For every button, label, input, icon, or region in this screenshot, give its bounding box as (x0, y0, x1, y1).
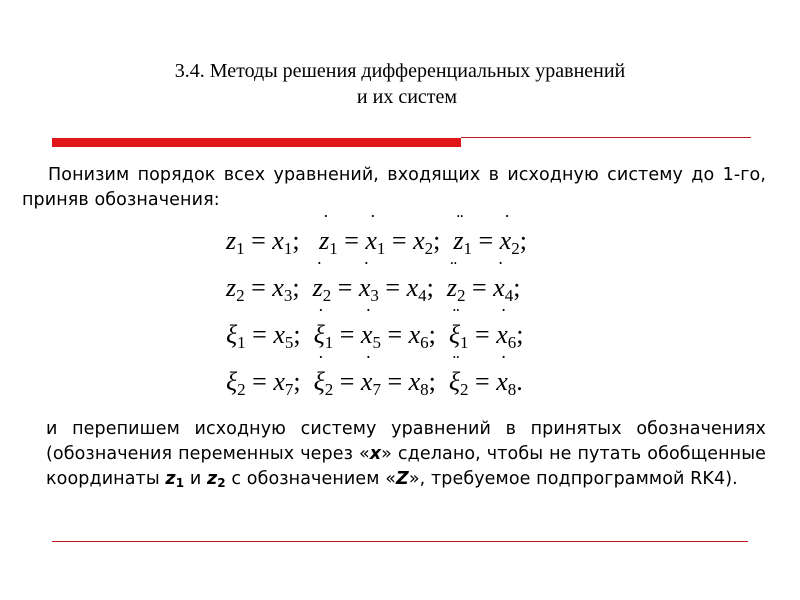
equation-row-1: $z_1 = x_1$; z $˙_1 = x$ $˙_1 = x_2$; z $¨_1 = x$ $˙_2$; (226, 226, 626, 273)
coord-z1 (165, 469, 184, 489)
equation-row-4: $\xi_2 = x_7$; ξ $˙_2 = x$ $˙_7 = x_8$; ξ $¨_2 = x$ $˙_8$. (226, 367, 626, 414)
equation-row-2: $z_2 = x_3$; z $˙_2 = x$ $˙_3 = x_4$; z $¨_2 = x$ $˙_4$; (226, 273, 626, 320)
body-text-2: » сделано, чтобы не путать обобщенные координаты (46, 444, 767, 489)
intro-paragraph: Понизим порядок всех уравнений, входящих в исходную систему до 1-го, приняв обозначения: (22, 165, 766, 210)
body-text-and: и (184, 469, 207, 489)
title-line-2: и их систем (356, 86, 458, 108)
title-line-1: 3.4. Методы решения дифференциальных уравнений (174, 60, 626, 82)
body-text-4: », требуемое подпрограммой RK4). (408, 469, 738, 489)
equation-block (226, 226, 626, 414)
var-x: x (369, 444, 382, 464)
coord-z1-sub: 1 (175, 476, 185, 490)
red-divider-top (461, 137, 751, 138)
coord-z2 (207, 469, 226, 489)
var-Z: Z (396, 469, 409, 489)
coord-z1-letter: z (165, 469, 176, 489)
body-paragraph (46, 417, 766, 492)
slide-title (0, 58, 800, 110)
equation-row-3: $\xi_1 = x_5$; ξ $˙_1 = x$ $˙_5 = x_6$; ξ $¨_1 = x$ $˙_6$; (226, 320, 626, 367)
red-divider-bottom (52, 541, 748, 542)
coord-z2-letter: z (206, 469, 218, 489)
body-text-1: и перепишем исходную систему уравнений в принятых обозначениях (обозначения переменных через « (46, 419, 766, 464)
body-text-3: с обозначением « (225, 469, 397, 489)
red-accent-bar (52, 138, 461, 147)
coord-z2-sub: 2 (217, 476, 226, 490)
